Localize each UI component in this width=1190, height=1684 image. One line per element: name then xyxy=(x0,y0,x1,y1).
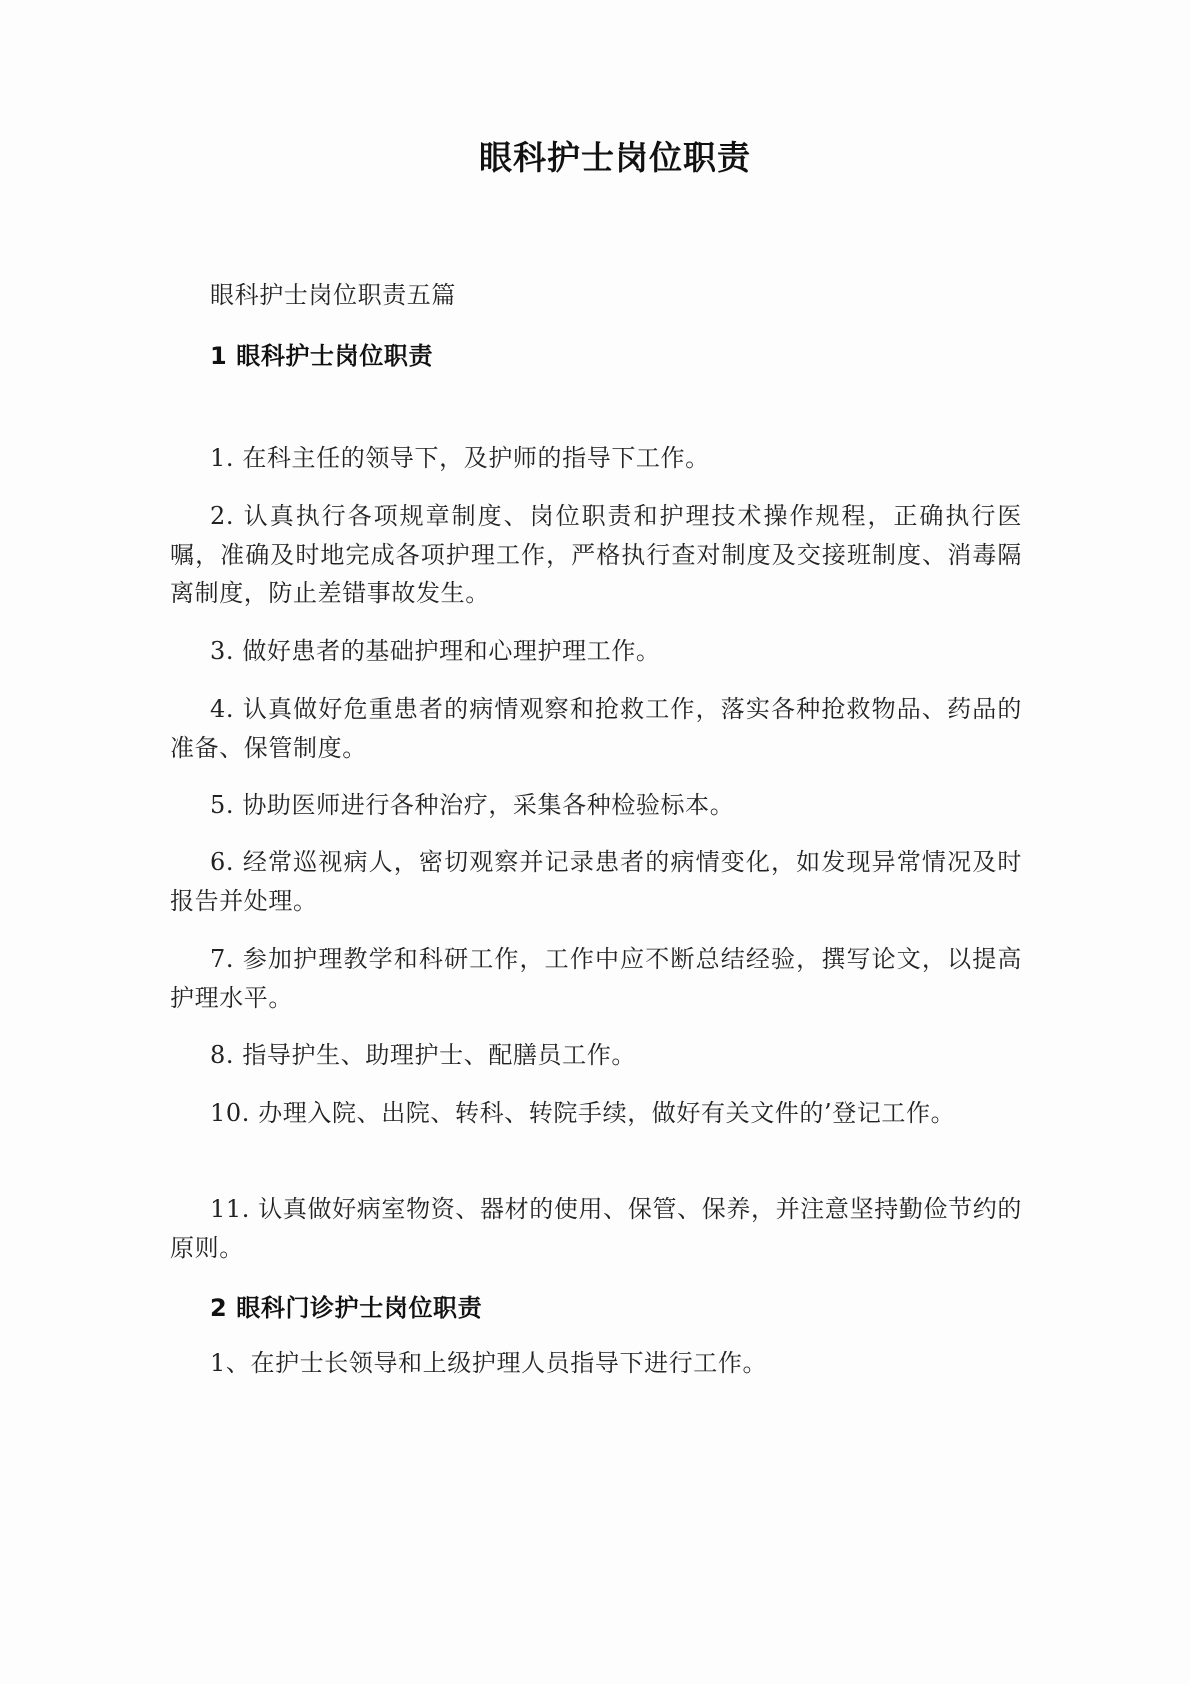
document-subtitle: 眼科护士岗位职责五篇 xyxy=(210,281,456,309)
section-1-item-2: 2. 认真执行各项规章制度、岗位职责和护理技术操作规程，正确执行医嘱，准确及时地完成各项护理工作，严格执行查对制度及交接班制度、消毒隔离制度，防止差错事故发生。 xyxy=(170,502,1022,607)
section-2-item-1: 1、在护士长领导和上级护理人员指导下进行工作。 xyxy=(210,1349,768,1377)
section-1-item-10: 10. 办理入院、出院、转科、转院手续，做好有关文件的’登记工作。 xyxy=(210,1099,956,1127)
document-title: 眼科护士岗位职责 xyxy=(479,138,751,177)
section-1-item-4: 4. 认真做好危重患者的病情观察和抢救工作，落实各种抢救物品、药品的准备、保管制度。 xyxy=(170,695,1022,762)
section-1-item-6: 6. 经常巡视病人，密切观察并记录患者的病情变化，如发现异常情况及时报告并处理。 xyxy=(170,848,1022,915)
section-1-item-11: 11. 认真做好病室物资、器材的使用、保管、保养，并注意坚持勤俭节约的原则。 xyxy=(170,1195,1022,1262)
section-1-item-1: 1. 在科主任的领导下，及护师的指导下工作。 xyxy=(210,444,710,472)
section-1-heading: 1 眼科护士岗位职责 xyxy=(210,342,434,370)
section-1-item-5: 5. 协助医师进行各种治疗，采集各种检验标本。 xyxy=(210,791,735,819)
section-1-item-7: 7. 参加护理教学和科研工作，工作中应不断总结经验，撰写论文，以提高护理水平。 xyxy=(170,945,1022,1012)
section-2-heading: 2 眼科门诊护士岗位职责 xyxy=(210,1294,483,1322)
section-1-item-8: 8. 指导护生、助理护士、配膳员工作。 xyxy=(210,1041,636,1069)
section-1-item-3: 3. 做好患者的基础护理和心理护理工作。 xyxy=(210,637,661,665)
